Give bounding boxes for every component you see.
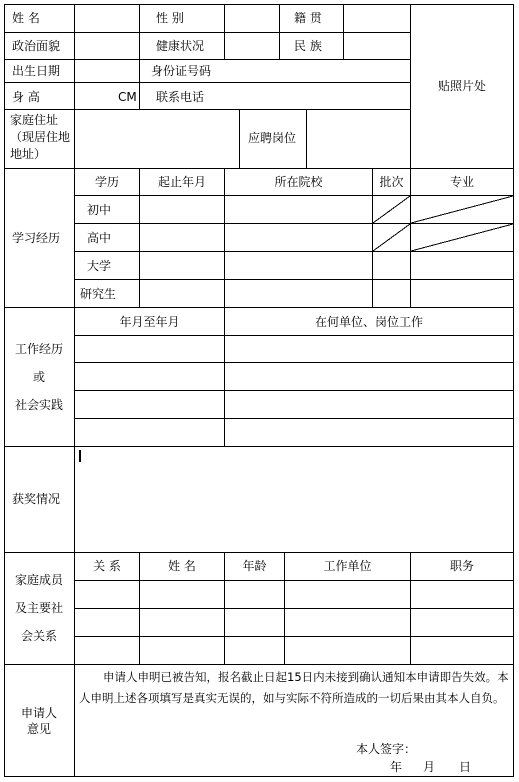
address-label: 家庭住址（现居住地地址）	[10, 113, 71, 161]
gender-label: 性 别	[156, 11, 184, 25]
health-field[interactable]	[225, 33, 279, 59]
native-place-field[interactable]	[344, 5, 410, 32]
family-section-label-1: 家庭成员	[14, 573, 63, 587]
family-header-relation: 关 系	[93, 559, 121, 573]
id-number-label: 身份证号码	[151, 64, 212, 78]
work-header-employer: 在何单位、岗位工作	[314, 315, 423, 329]
edu-row-graduate: 研究生	[80, 287, 117, 301]
edu-header-degree: 学历	[94, 175, 119, 189]
work-section-label-3: 社会实践	[14, 398, 63, 412]
signature-label: 本人签字：	[356, 742, 417, 756]
political-status-label: 政治面貌	[12, 39, 61, 53]
height-label: 身 高	[12, 90, 40, 104]
name-field[interactable]	[75, 5, 139, 32]
photo-placeholder: 贴照片处	[438, 79, 487, 93]
phone-field[interactable]	[225, 83, 410, 109]
date-year-label: 年	[390, 760, 403, 774]
native-place-label: 籍 贯	[294, 11, 322, 25]
address-field[interactable]	[75, 110, 239, 168]
awards-section-label: 获奖情况	[12, 492, 61, 506]
phone-label: 联系电话	[156, 90, 205, 104]
name-label: 姓 名	[12, 11, 40, 25]
date-day-label: 日	[459, 760, 472, 774]
gender-field[interactable]	[225, 5, 279, 32]
work-header-period: 年月至年月	[119, 315, 180, 329]
family-header-name: 姓 名	[168, 559, 196, 573]
position-label: 应聘岗位	[248, 131, 297, 145]
date-month-label: 月	[423, 760, 436, 774]
signature-field[interactable]	[416, 738, 510, 756]
health-label: 健康状况	[156, 39, 205, 53]
awards-field[interactable]	[75, 447, 513, 552]
applicant-section-label-2: 意见	[26, 722, 51, 736]
work-section-label-1: 工作经历	[14, 342, 63, 356]
family-header-employer: 工作单位	[323, 559, 372, 573]
position-field[interactable]	[307, 110, 410, 168]
birth-date-label: 出生日期	[12, 64, 61, 78]
ethnicity-label: 民 族	[294, 39, 322, 53]
id-number-field[interactable]	[225, 60, 410, 82]
birth-date-field[interactable]	[75, 60, 139, 82]
height-unit: CM	[118, 90, 137, 104]
family-header-age: 年龄	[242, 559, 267, 573]
family-header-title: 职务	[449, 559, 474, 573]
edu-row-university: 大学	[87, 259, 112, 273]
edu-header-school: 所在院校	[274, 175, 323, 189]
applicant-statement: 申请人申明已被告知，报名截止日起15日内未接到确认通知本申请即告失效。本人申明上述各项填写是真实无误的，如与实际不符所造成的一切后果由其本人自负。	[79, 670, 509, 705]
edu-header-batch: 批次	[379, 175, 404, 189]
family-section-label-3: 会关系	[20, 629, 57, 643]
edu-row-senior-high: 高中	[87, 231, 112, 245]
family-section-label-2: 及主要社	[14, 601, 63, 615]
applicant-section-label-1: 申请人	[20, 706, 57, 720]
ethnicity-field[interactable]	[344, 33, 410, 59]
edu-header-major: 专业	[449, 175, 474, 189]
text-cursor	[79, 450, 81, 462]
political-status-field[interactable]	[75, 33, 139, 59]
work-section-label-2: 或	[32, 370, 45, 384]
education-section-label: 学习经历	[12, 231, 61, 245]
edu-row-junior-high: 初中	[87, 203, 112, 217]
edu-header-period: 起止年月	[157, 175, 206, 189]
